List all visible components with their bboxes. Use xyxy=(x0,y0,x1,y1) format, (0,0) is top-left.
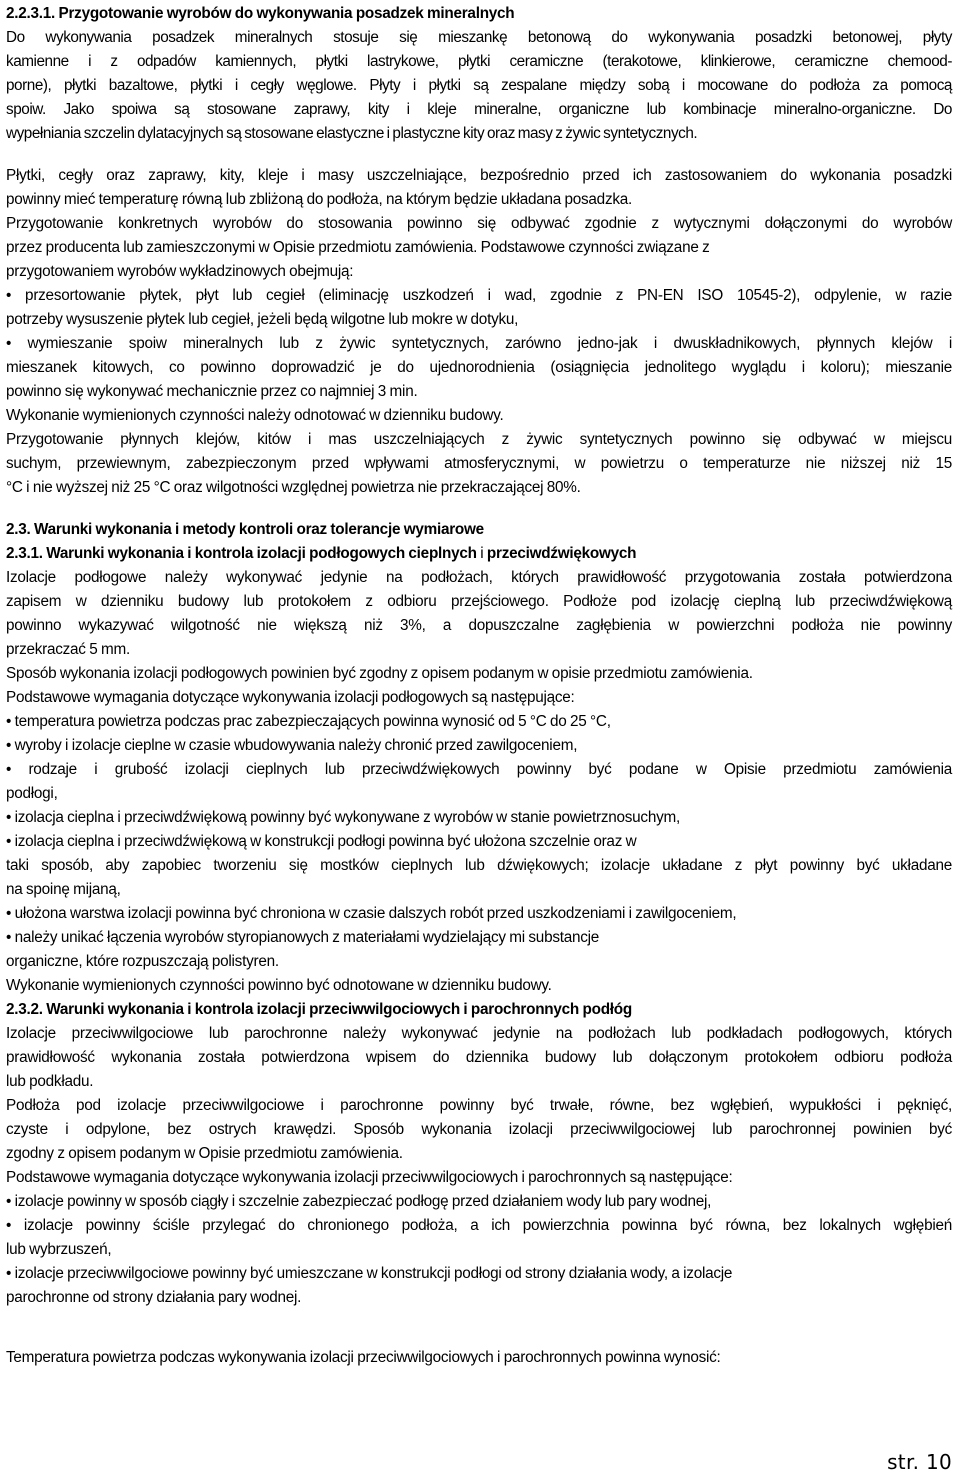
bullet-item: • wyroby i izolacje cieplne w czasie wbudowywania należy chronić przed zawilgoceniem, xyxy=(6,737,578,754)
paragraph-line: prawidłowość wykonania została potwierdzona wpisem do dziennika budowy lub dołączonym protokołem odbioru podłoża xyxy=(6,1049,952,1066)
paragraph-line: spoiw. Jako spoiwa są stosowane zaprawy, kity i kleje mineralne, organiczne lub kombinacje mineralno-organiczne. Do xyxy=(6,101,952,118)
paragraph-line: Podstawowe wymagania dotyczące wykonywania izolacji przeciwwilgociowych i parochronnych są następujące: xyxy=(6,1169,733,1186)
bullet-item: • rodzaje i grubość izolacji cieplnych lub przeciwdźwiękowych powinny być podane w Opisie przedmiotu zamówienia xyxy=(6,761,952,778)
bullet-item: • izolacja cieplna i przeciwdźwiękową w konstrukcji podłogi powinna być ułożona szczelnie oraz w xyxy=(6,833,637,850)
bullet-item: • wymieszanie spoiw mineralnych lub z żywic syntetycznych, zarówno jedno-jak i dwuskładnikowych, płynnych klejów i xyxy=(6,335,952,352)
paragraph-line: Izolacje podłogowe należy wykonywać jedynie na podłożach, których prawidłowość przygotowania została potwierdzona xyxy=(6,569,952,586)
paragraph-line: wypełniania szczelin dylatacyjnych są stosowane elastyczne i plastyczne kity oraz masy z żywic syntetycznych. xyxy=(6,125,698,142)
paragraph-line: Temperatura powietrza podczas wykonywania izolacji przeciwwilgociowych i parochronnych powinna wynosić: xyxy=(6,1349,721,1366)
section-heading-2-2-3-1: 2.2.3.1. Przygotowanie wyrobów do wykonywania posadzek mineralnych xyxy=(6,5,515,22)
spacer xyxy=(6,146,952,164)
paragraph-line: Przygotowanie płynnych klejów, kitów i mas uszczelniających z żywic syntetycznych powinno się odbywać w miejscu xyxy=(6,431,952,448)
bullet-item: • ułożona warstwa izolacji powinna być chroniona w czasie dalszych robót przed uszkodzeniami i zawilgoceniem, xyxy=(6,905,737,922)
bullet-item: • izolacja cieplna i przeciwdźwiękową powinny być wykonywane z wyrobów w stanie powietrznosuchym, xyxy=(6,809,680,826)
paragraph-line: potrzeby wysuszenie płytek lub cegieł, jeżeli będą wilgotne lub mokre w dotyku, xyxy=(6,311,519,328)
bullet-item: • izolacje przeciwwilgociowe powinny być umieszczane w konstrukcji podłogi od strony działania wody, a izolacje xyxy=(6,1265,733,1282)
section-2-2-3-1 xyxy=(6,2,952,500)
paragraph-line: Do wykonywania posadzek mineralnych stosuje się mieszankę betonową do wykonywania posadzki betonowej, płyty xyxy=(6,29,952,46)
section-heading-2-3-1 xyxy=(6,542,952,566)
paragraph-line: zapisem w dzienniku budowy lub protokołem z odbioru przejściowego. Podłoże pod izolację cieplną lub przeciwdźwiękową xyxy=(6,593,952,610)
heading-part: i xyxy=(476,545,487,562)
bullet-item: • temperatura powietrza podczas prac zabezpieczających powinna wynosić od 5 °C do 25 °C, xyxy=(6,713,611,730)
paragraph-line: czyste i odpylone, bez ostrych krawędzi. Sposób wykonania izolacji przeciwwilgociowej lub parochronnej powinien być xyxy=(6,1121,952,1138)
paragraph-line: Płytki, cegły oraz zaprawy, kity, kleje i masy uszczelniające, bezpośrednio przed ich zastosowaniem do wykonania posadzki xyxy=(6,167,952,184)
paragraph-line: Podstawowe wymagania dotyczące wykonywania izolacji podłogowych są następujące: xyxy=(6,689,575,706)
paragraph-line: Izolacje przeciwwilgociowe lub parochronne należy wykonywać jedynie na podłożach lub podkładach podłogowych, których xyxy=(6,1025,952,1042)
paragraph-line: °C i nie wyższej niż 25 °C oraz wilgotności względnej powietrza nie przekraczającej 80%. xyxy=(6,479,581,496)
paragraph-line: Przygotowanie konkretnych wyrobów do stosowania powinno się odbywać zgodnie z wytycznymi dołączonymi do wyrobów xyxy=(6,215,952,232)
heading-part: 2.3.1. Warunki wykonania i kontrola izolacji podłogowych cieplnych xyxy=(6,545,477,562)
page-number: str. 10 xyxy=(887,1450,952,1474)
paragraph-line: parochronne od strony działania pary wodnej. xyxy=(6,1289,302,1306)
paragraph-line: lub wybrzuszeń, xyxy=(6,1241,112,1258)
paragraph-line: lub podkładu. xyxy=(6,1073,94,1090)
paragraph-line: Podłoża pod izolacje przeciwwilgociowe i parochronne powinny być trwałe, równe, bez wgłębień, wypukłości i pęknięć, xyxy=(6,1097,952,1114)
bullet-item: • izolacje powinny ściśle przylegać do chronionego podłoża, a ich powierzchnia powinna być równa, bez lokalnych wgłębień xyxy=(6,1217,952,1234)
spacer xyxy=(6,500,952,518)
section-heading-2-3: 2.3. Warunki wykonania i metody kontroli oraz tolerancje wymiarowe xyxy=(6,521,484,538)
paragraph-line: powinny mieć temperaturę równą lub zbliżoną do podłoża, na którym będzie układana posadzka. xyxy=(6,191,632,208)
paragraph-line: przygotowaniem wyrobów wykładzinowych obejmują: xyxy=(6,263,354,280)
heading-part: przeciwdźwiękowych xyxy=(486,545,637,562)
paragraph-line: kamienne i z odpadów kamiennych, płytki lastrykowe, płytki ceramiczne (terakotowe, klinkierowe, ceramiczne chemood- xyxy=(6,53,952,70)
paragraph-line: na spoinę mijaną, xyxy=(6,881,121,898)
paragraph-line: podłogi, xyxy=(6,785,58,802)
paragraph-line: Wykonanie wymienionych czynności powinno być odnotowane w dzienniku budowy. xyxy=(6,977,552,994)
document-page xyxy=(6,2,952,1370)
paragraph-line: mieszanek kitowych, co powinno doprowadzić je do ujednorodnienia (osiągnięcia jednolitego wyglądu i koloru); mieszanie xyxy=(6,359,952,376)
paragraph-line: taki sposób, aby zapobiec tworzeniu się mostków cieplnych lub dźwiękowych; izolacje układane z płyt powinny być układane xyxy=(6,857,952,874)
paragraph-line: przekraczać 5 mm. xyxy=(6,641,130,658)
section-2-3 xyxy=(6,518,952,1370)
bullet-item: • należy unikać łączenia wyrobów styropianowych z materiałami wydzielający mi substancje xyxy=(6,929,600,946)
bullet-item: • przesortowanie płytek, płyt lub cegieł (eliminację uszkodzeń i wad, zgodnie z PN-EN ISO 10545-2), odpylenie, w razie xyxy=(6,287,952,304)
bullet-item: • izolacje powinny w sposób ciągły i szczelnie zabezpieczać podłogę przed działaniem wody lub pary wodnej, xyxy=(6,1193,712,1210)
spacer xyxy=(6,1310,952,1346)
section-heading-2-3-2: 2.3.2. Warunki wykonania i kontrola izolacji przeciwwilgociowych i parochronnych podłóg xyxy=(6,1001,632,1018)
paragraph-line: powinno się wykonywać mechanicznie przez co najmniej 3 min. xyxy=(6,383,418,400)
paragraph-line: Wykonanie wymienionych czynności należy odnotować w dzienniku budowy. xyxy=(6,407,504,424)
paragraph-line: porne), płytki bazaltowe, płytki i cegły węglowe. Płyty i płytki są zespalane między sobą i mocowane do podłoża za pomocą xyxy=(6,77,952,94)
paragraph-line: zgodny z opisem podanym w Opisie przedmiotu zamówienia. xyxy=(6,1145,403,1162)
paragraph-line: suchym, przewiewnym, zabezpieczonym przed wpływami atmosferycznymi, w powietrzu o temperaturze nie niższej niż 15 xyxy=(6,455,952,472)
paragraph-line: przez producenta lub zamieszczonymi w Opisie przedmiotu zamówienia. Podstawowe czynności związane z xyxy=(6,239,710,256)
paragraph-line: Sposób wykonania izolacji podłogowych powinien być zgodny z opisem podanym w opisie przedmiotu zamówienia. xyxy=(6,665,753,682)
paragraph-line: powinno wykazywać wilgotność nie większą niż 3%, a dopuszczalne zagłębienia w powierzchni podłoża nie powinny xyxy=(6,617,952,634)
paragraph-line: organiczne, które rozpuszczają polistyren. xyxy=(6,953,279,970)
